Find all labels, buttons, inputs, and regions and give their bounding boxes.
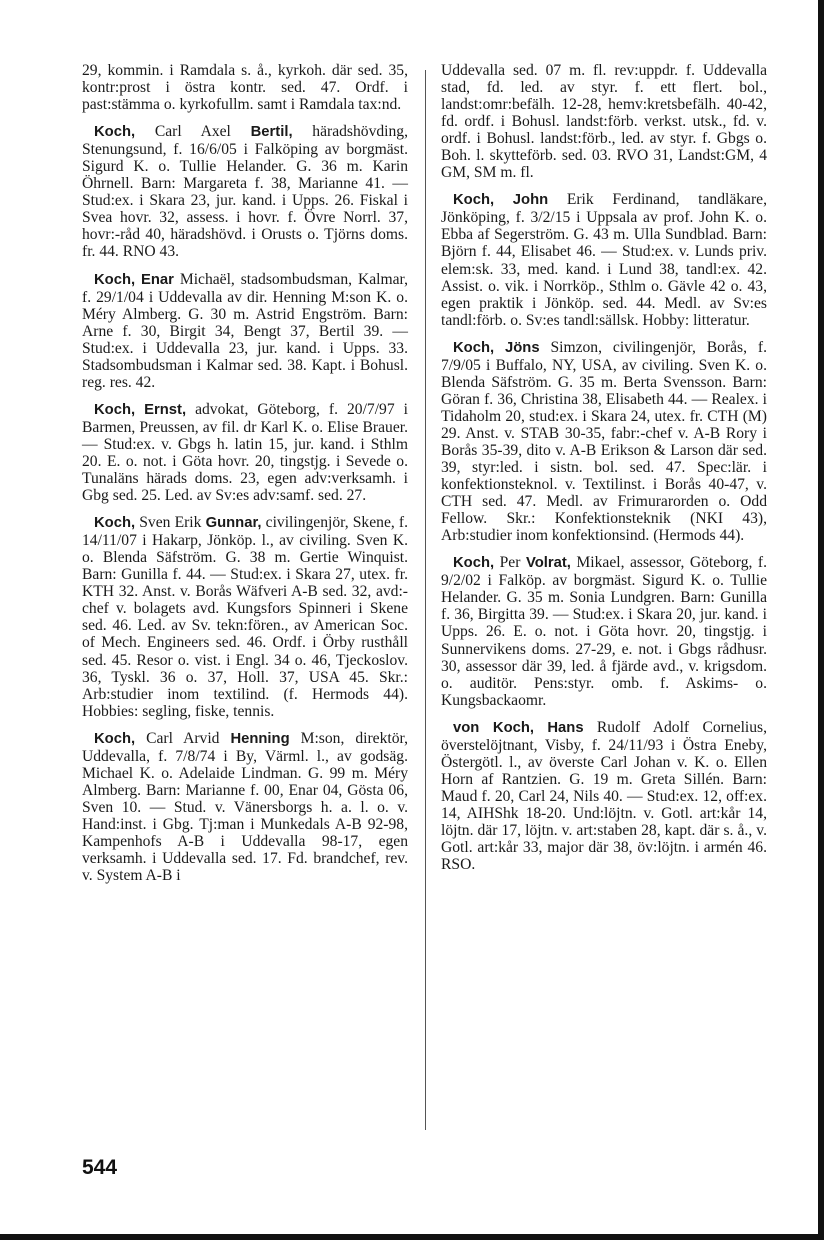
- entry-surname: Koch,: [94, 124, 136, 141]
- entry-given-name: Gunnar,: [205, 515, 262, 532]
- entry-continuation: 29, kommin. i Ramdala s. å., kyrkoh. där sed. 35, kontr:prost i östra kontr. sed. 47. Ordf. i past:stämma o. kyrkofullm. samt i Ramdala tax:nd.: [82, 62, 408, 114]
- entry-koch-gunnar: Koch, Sven Erik Gunnar, civilingenjör, Skene, f. 14/11/07 i Hakarp, Jönköp. l., av civiling. Sven K. o. Blenda Säfström. G. 38 m. Gertie Winquist. Barn: Gunilla f. 44. — Stud:ex. i Skara 27, utex. fr. KTH 32. Anst. v. Borås Wäfveri A-B sed. 32, avd:-chef v. bolagets avd. Kungsfors Spinneri i Skene sed. 46. Led. av Sv. tekn:fören., av American Soc. of Mech. Engineers sed. 46. Ordf. i Örby rusthåll sed. 45. Resor o. vist. i Engl. 34 o. 46, Tjeckoslov. 36, Tyskl. 36 o. 37, Holl. 37, USA 45. Skr.: Arb:studier inom textilind. (f. Hermods 44). Hobbies: segling, fiske, tennis.: [82, 514, 409, 720]
- entry-koch-volrat: Koch, Per Volrat, Mikael, assessor, Göteborg, f. 9/2/02 i Falköp. av borgmäst. Sigurd K. o. Tullie Helander. G. 35 m. Sonia Lundgren. Barn: Gunilla f. 36, Birgitta 39. — Stud:ex. i Skara 20, jur. kand. i Upps. 26. E. o. not. i Göta hovr. 20, tingstjg. i Sunnervikens doms. 27-29, e. not. i Gbgs rådhusr. 30, assessor där 39, led. å fjärde avd., v. krigsdom. o. auditör. Pens:styr. omb. f. Askims- o. Kungsbackaomr.: [441, 554, 767, 709]
- entry-body: civilingenjör, Skene, f. 14/11/07 i Hakarp, Jönköp. l., av civiling. Sven K. o. Blenda Säfström. G. 38 m. Gertie Winquist. Barn: Gunilla f. 44. — Stud:ex. i Skara 27, utex. fr. KTH 32. Anst. v. Borås Wäfveri A-B sed. 32, avd:-chef v. bolagets avd. Kungsfors Spinneri i Skene sed. 46. Led. av Sv. tekn:fören., av American Soc. of Mech. Engineers sed. 46. Ordf. i Örby rusthåll sed. 45. Resor o. vist. i Engl. 34 o. 46, Tjeckoslov. 36, Tyskl. 36 o. 37, Holl. 37, USA 45. Skr.: Arb:studier inom textilind. (f. Hermods 44). Hobbies: segling, fiske, tennis.: [82, 514, 409, 720]
- entry-surname: Koch,: [94, 515, 136, 532]
- entry-koch-john: [441, 191, 767, 328]
- entry-given-name: Ernst,: [144, 401, 187, 418]
- entry-body: advokat, Göteborg, f. 20/7/97 i Barmen, Preussen, av fil. dr Karl K. o. Elise Brauer. — Stud:ex. v. Gbgs h. latin 15, jur. kand. i Sthlm 20. E. o. not. i Göta hovr. 20, tingstjg. i Sevede o. Tunaläns härads doms. 23, egen adv:verksamh. i Gbg sed. 25. Led. av Sv:es adv:samf. sed. 27.: [82, 400, 408, 505]
- entry-body: M:son, direktör, Uddevalla, f. 7/8/74 i By, Värml. l., av godsäg. Michael K. o. Adelaide Lindman. G. 99 m. Méry Almberg. Barn: Marianne f. 00, Enar 04, Gösta 06, Sven 10. — Stud. v. Vänersborgs h. a. l. o. v. Hand:inst. i Gbg. Tj:man i Munkedals A-B 92-98, Kampenhofs A-B i Uddevalla 98-17, egen verksamh. i Uddevalla sed. 17. Fd. brandchef, rev. v. System A-B i: [82, 729, 408, 885]
- entry-surname: Koch,: [492, 719, 534, 736]
- entry-body: Erik Ferdinand, tandläkare, Jönköping, f. 3/2/15 i Uppsala av prof. John K. o. Ebba af Segerström. G. 43 m. Ulla Sundblad. Barn: Björn f. 44, Elisabet 46. — Stud:ex. v. Lunds priv. elem:sk. 33, med. kand. i Lund 38, tandl:ex. 42. Assist. o. vik. i Norrköp., Sthlm o. Gävle 42 o. 43, egen praktik i Jönköp. sed. 44. Medl. av Sv:es tandl:förb. o. Sv:es tandl:sällsk. Hobby: litteratur.: [441, 191, 767, 329]
- entry-koch-bertil: Koch, Carl Axel Bertil, häradshövding, Stenungsund, f. 16/6/05 i Falköping av borgmäst. Sigurd K. o. Tullie Helander. G. 36 m. Karin Öhrnell. Barn: Margareta f. 38, Marianne 41. — Stud:ex. i Skara 23, jur. kand. i Upps. 26. Fiskal i Svea hovr. 32, assess. i hovr. f. Övre Norrl. 37, hovr:-råd 40, häradshövd. i Orusts o. Tjörns doms. fr. 44. RNO 43.: [82, 123, 409, 261]
- right-column: [441, 62, 767, 883]
- entry-surname: Koch,: [94, 401, 136, 418]
- entry-given-name: Jöns: [505, 339, 540, 356]
- entry-body: Rudolf Adolf Cornelius, överstelöjtnant, Visby, f. 24/11/93 i Östra Eneby, Östergötl. l., av överste Carl Johan v. K. o. Ellen Horn af Rantzien. G. 19 m. Greta Sillén. Barn: Maud f. 20, Carl 24, Nils 40. — Stud:ex. 12, off:ex. 14, AIHShk 18-20. Und:löjtn. v. Gotl. art:kår 14, löjtn. där 17, löjtn. v. art:staben 28, kapt. där s. å., v. Gotl. art:kår 33, major där 38, öv:löjtn. i armén 46. RSO.: [441, 718, 767, 874]
- page-number: 544: [82, 1156, 118, 1179]
- entry-surname: Koch,: [453, 555, 495, 572]
- entry-given-name: John: [512, 192, 549, 209]
- column-divider: [425, 70, 426, 1130]
- entry-surname: Koch,: [453, 339, 495, 356]
- entry-given-name: Hans: [547, 719, 584, 736]
- entry-koch-ernst: [82, 401, 408, 504]
- entry-body: Michaël, stadsombudsman, Kalmar, f. 29/1/04 i Uddevalla av dir. Henning M:son K. o. Méry Almberg. G. 30 m. Astrid Engström. Barn: Arne f. 30, Birgit 34, Bengt 37, Bertil 39. — Stud:ex. i Uddevalla 23, jur. kand. i Upps. 33. Stadsombudsman i Kalmar sed. 38. Kapt. i Bohusl. reg. res. 42.: [82, 270, 408, 391]
- entry-body: Simzon, civilingenjör, Borås, f. 7/9/05 i Buffalo, NY, USA, av civiling. Sven K. o. Blenda Säfström. G. 35 m. Berta Svensson. Barn: Göran f. 36, Christina 38, Elisabeth 44. — Realex. i Tidaholm 20, stud:ex. i Skara 24, utex. fr. CTH (M) 29. Anst. v. STAB 30-35, fabr:-chef v. A-B Rory i Borås 35-39, dito v. A-B Erikson & Larson där sed. 39, styr:led. i sistn. bol. sed. 47. Spec:lär. i konfektionsteknol. v. Textilinst. i Borås 40-47, v. CTH sed. 47. Medl. av Frimurarorden o. Odd Fellow. Skr.: Konfektionsteknik (NKI 43), Arb:studier inom konfektionsind. (Hermods 44).: [441, 338, 768, 545]
- entry-prefix: von: [453, 719, 493, 736]
- entry-surname: Koch,: [453, 192, 495, 209]
- entry-body: Mikael, assessor, Göteborg, f. 9/2/02 i Falköp. av borgmäst. Sigurd K. o. Tullie Helander. G. 35 m. Sonia Lundgren. Barn: Gunilla f. 36, Birgitta 39. — Stud:ex. i Skara 20, jur. kand. i Upps. 26. E. o. not. i Göta hovr. 20, tingstjg. i Sunnervikens doms. 27-29, e. not. i Gbgs rådhusr. 30, assessor där 39, led. å fjärde avd., v. krigsdom. o. auditör. Pens:styr. omb. f. Askims- o. Kungsbackaomr.: [441, 554, 767, 709]
- entry-koch-jons: [441, 339, 767, 545]
- entry-given-name: Bertil,: [250, 124, 293, 141]
- entry-given-name: Henning: [230, 730, 290, 747]
- entry-surname: Koch,: [94, 730, 136, 747]
- entry-continuation: Uddevalla sed. 07 m. fl. rev:uppdr. f. Uddevalla stad, fd. led. av styr. f. ett flert. bol., landst:omr:befälh. 12-28, hemv:kretsbefälh. 40-42, fd. ordf. i Bohusl. landst:förb. verkst. utsk., fd. v. ordf. i Bohusl. landst:förb., led. av styr. f. Gbgs o. Boh. l. skytteförb. sed. 03. RVO 31, Landst:GM, 4 GM, SM m. fl.: [441, 62, 767, 182]
- entry-von-koch-hans: [441, 719, 767, 873]
- entry-surname: Koch,: [94, 271, 136, 288]
- entry-koch-enar: [82, 271, 408, 391]
- left-column: [82, 62, 408, 894]
- entry-body: häradshövding, Stenungsund, f. 16/6/05 i Falköping av borgmäst. Sigurd K. o. Tullie Helander. G. 36 m. Karin Öhrnell. Barn: Margareta f. 38, Marianne 41. — Stud:ex. i Skara 23, jur. kand. i Upps. 26. Fiskal i Svea hovr. 32, assess. i hovr. f. Övre Norrl. 37, hovr:-råd 40, häradshövd. i Orusts o. Tjörns doms. fr. 44. RNO 43.: [82, 123, 409, 261]
- entry-given-name: Enar: [141, 271, 174, 288]
- entry-given-name: Volrat,: [525, 555, 571, 572]
- entry-koch-henning: Koch, Carl Arvid Henning M:son, direktör, Uddevalla, f. 7/8/74 i By, Värml. l., av godsäg. Michael K. o. Adelaide Lindman. G. 99 m. Méry Almberg. Barn: Marianne f. 00, Enar 04, Gösta 06, Sven 10. — Stud. v. Vänersborgs h. a. l. o. v. Hand:inst. i Gbg. Tj:man i Munkedals A-B 92-98, Kampenhofs A-B i Uddevalla 98-17, egen verksamh. i Uddevalla sed. 17. Fd. brandchef, rev. v. System A-B i: [82, 729, 408, 885]
